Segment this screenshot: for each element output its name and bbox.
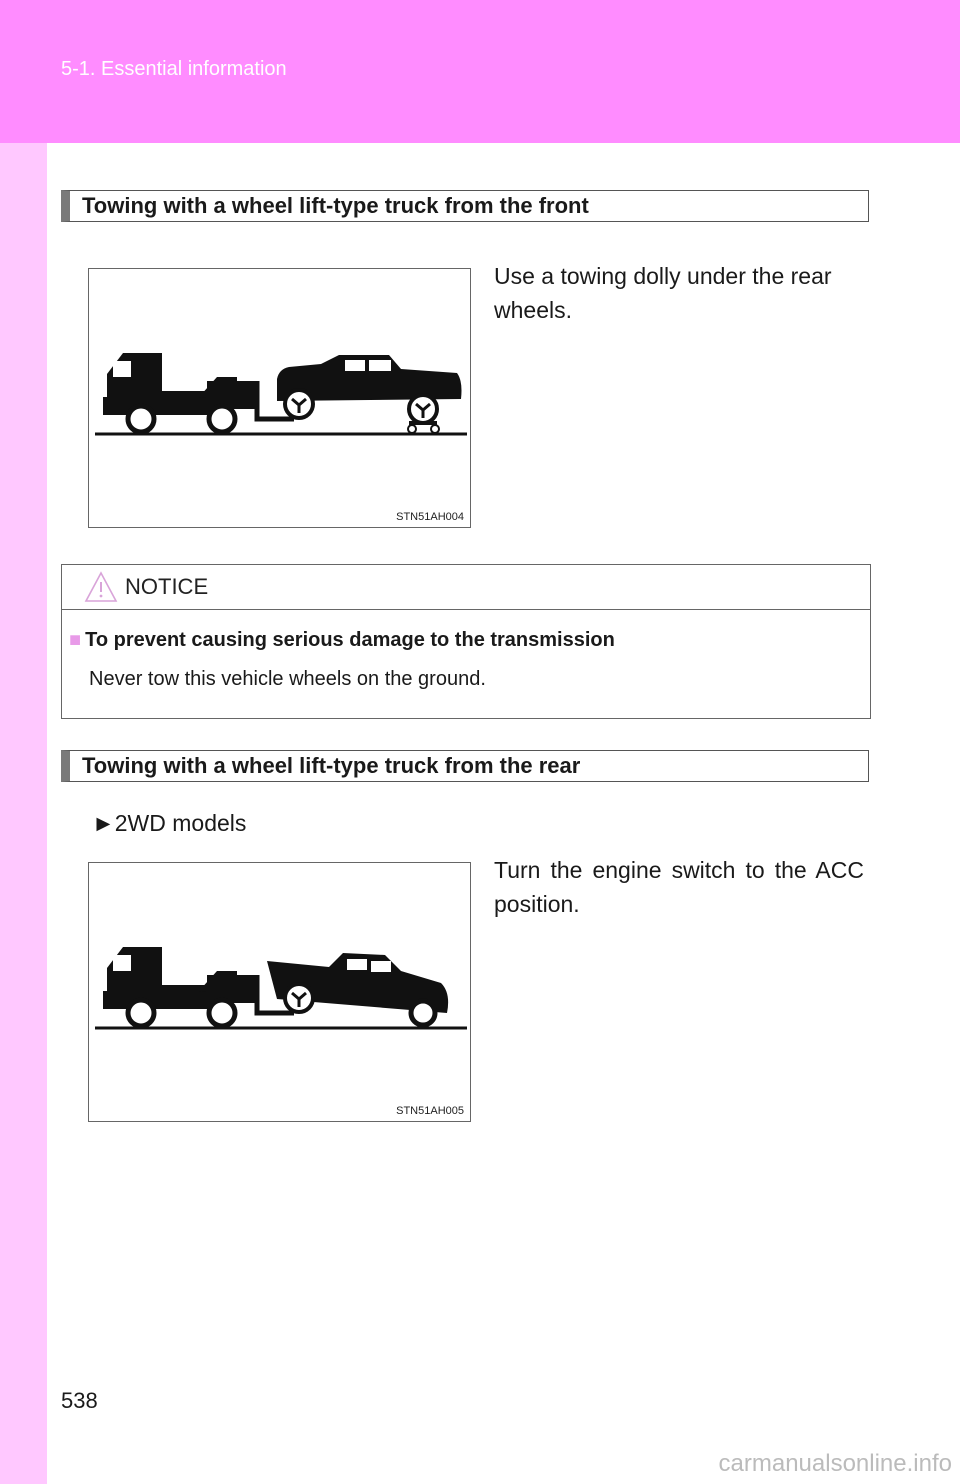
page-number: 538 — [61, 1388, 98, 1413]
notice-subheading — [69, 629, 615, 652]
bullet-2wd — [92, 810, 246, 837]
side-strip — [0, 143, 47, 1484]
notice-header — [62, 565, 870, 610]
section-title-front: Towing with a wheel lift-type truck from the front — [61, 190, 869, 222]
section1-instruction: Use a towing dolly under the rear wheels. — [494, 263, 832, 323]
figure-code: STN51AH005 — [396, 1105, 464, 1117]
notice-subheading-text: To prevent causing serious damage to the transmission — [85, 629, 615, 651]
section2-instruction: Turn the engine switch to the ACC position. — [494, 857, 864, 917]
tow-truck-rear-illustration — [89, 863, 472, 1123]
figure-tow-rear — [88, 862, 471, 1122]
warning-triangle-icon — [84, 571, 118, 603]
square-bullet-icon: ■ — [69, 629, 82, 651]
notice-body: Never tow this vehicle wheels on the ground. — [89, 668, 486, 690]
notice-box — [61, 564, 871, 719]
arrow-bullet-icon: ► — [92, 810, 115, 836]
header-section-title: 5-1. Essential information — [61, 58, 287, 80]
notice-label: NOTICE — [125, 574, 209, 599]
tow-truck-front-illustration — [89, 269, 472, 529]
bullet-label: 2WD models — [114, 810, 247, 836]
figure-code: STN51AH004 — [396, 511, 464, 523]
section-title-rear: Towing with a wheel lift-type truck from the rear — [61, 750, 869, 782]
figure-tow-front — [88, 268, 471, 528]
watermark: carmanualsonline.info — [718, 1450, 952, 1477]
